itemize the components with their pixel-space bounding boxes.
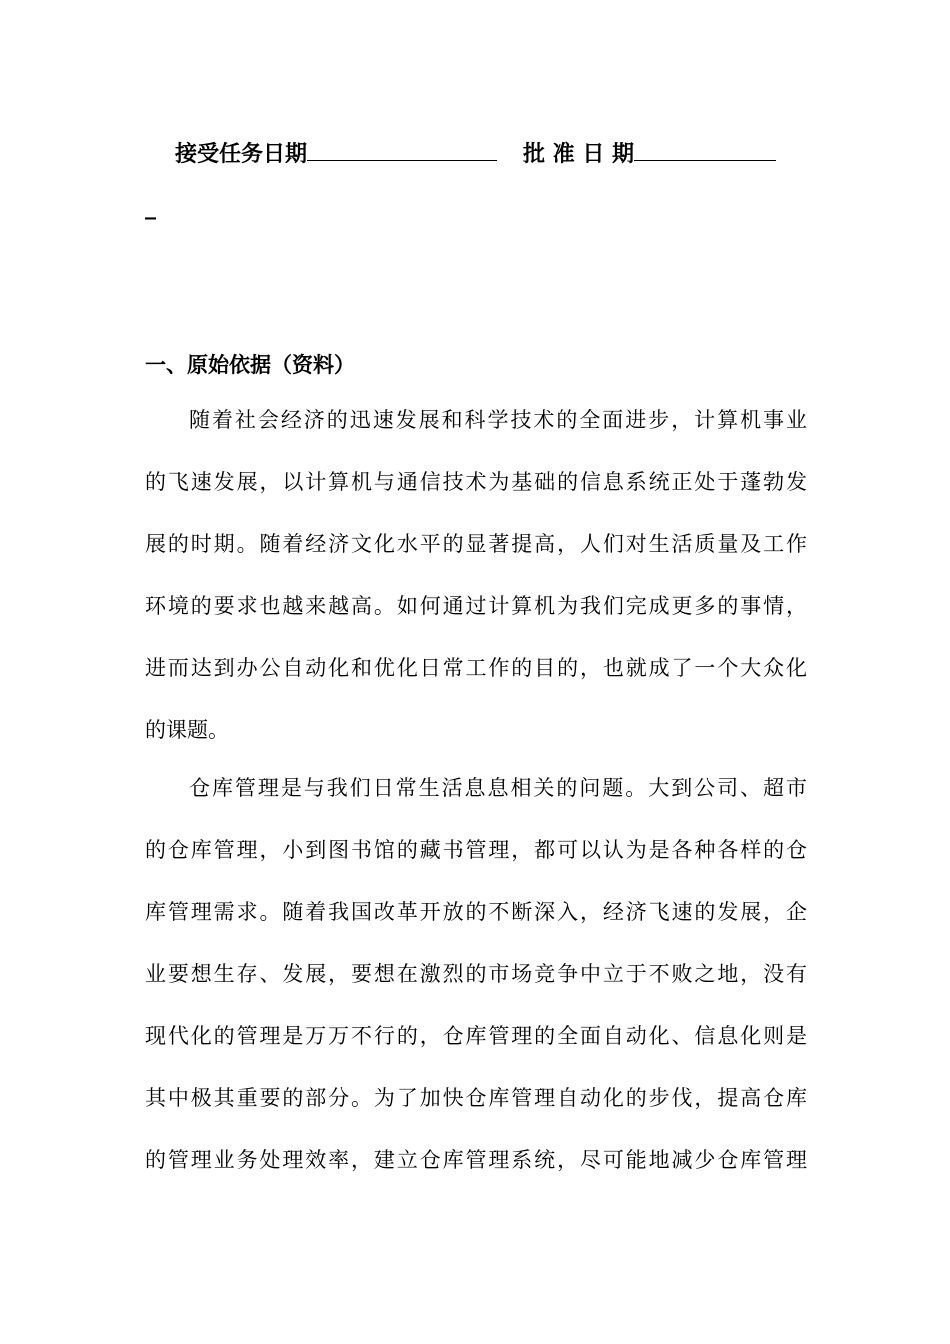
paragraph-line: 仓库管理是与我们日常生活息息相关的问题。大到公司、超市: [189, 776, 807, 800]
paragraph-2: [145, 757, 807, 1191]
paragraph-line: 的飞速发展，以计算机与通信技术为基础的信息系统正处于蓬勃发: [145, 470, 807, 494]
paragraph-line: 库管理需求。随着我国改革开放的不断深入，经济飞速的发展，企: [145, 900, 807, 924]
approve-date-label: 批 准 日 期: [523, 141, 634, 167]
date-fields-line: [175, 134, 776, 171]
task-date-label: 接受任务日期: [175, 141, 308, 167]
paragraph-line: 现代化的管理是万万不行的，仓库管理的全面自动化、信息化则是: [145, 1024, 807, 1048]
paragraph-line: 业要想生存、发展，要想在激烈的市场竞争中立于不败之地，没有: [145, 962, 807, 986]
paragraph-line: 进而达到办公自动化和优化日常工作的目的，也就成了一个大众化: [145, 656, 807, 680]
paragraph-line: 的管理业务处理效率，建立仓库管理系统，尽可能地减少仓库管理: [145, 1148, 807, 1172]
paragraph-line: 环境的要求也越来越高。如何通过计算机为我们完成更多的事情，: [145, 594, 807, 618]
trailing-underscore: _: [145, 194, 156, 220]
paragraph-line: 展的时期。随着经济文化水平的显著提高，人们对生活质量及工作: [145, 532, 807, 556]
approve-date-blank: [634, 134, 776, 161]
task-date-blank: [307, 134, 497, 161]
paragraph-1: [145, 389, 807, 761]
section-heading: 一、原始依据（资料）: [145, 352, 355, 377]
paragraph-line: 的仓库管理，小到图书馆的藏书管理，都可以认为是各种各样的仓: [145, 838, 807, 862]
paragraph-line: 随着社会经济的迅速发展和科学技术的全面进步，计算机事业: [189, 408, 807, 432]
paragraph-line: 的课题。: [145, 718, 229, 742]
paragraph-line: 其中极其重要的部分。为了加快仓库管理自动化的步伐，提高仓库: [145, 1086, 807, 1110]
